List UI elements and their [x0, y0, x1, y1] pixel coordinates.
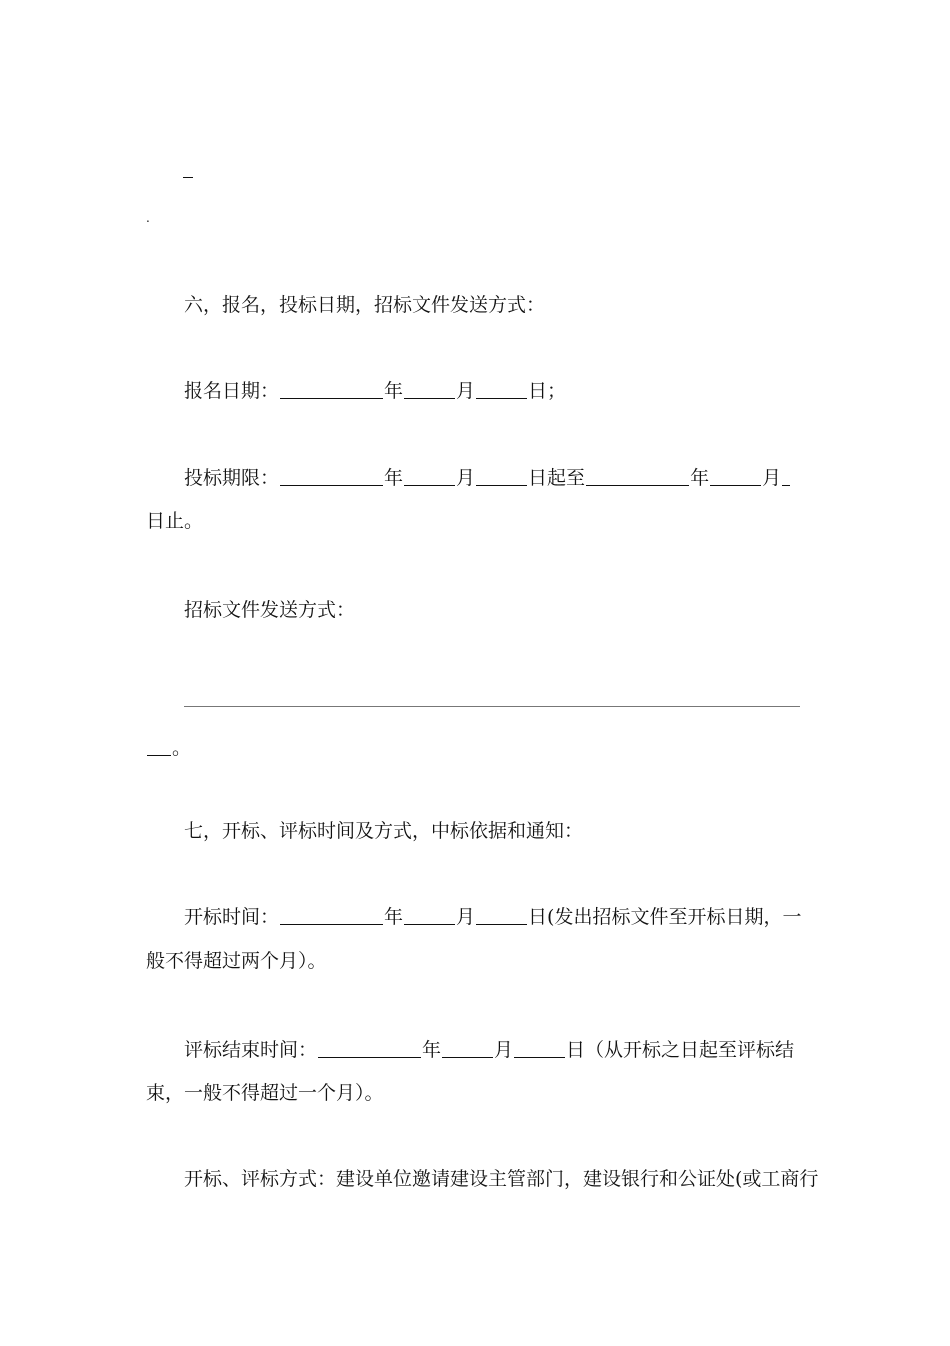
day-end-text: 日；: [528, 380, 567, 402]
opening-note-1: 日(发出招标文件至开标日期，一: [528, 906, 802, 928]
year-text: 年: [384, 380, 404, 402]
year-blank[interactable]: [280, 380, 383, 399]
month-text: 月: [456, 380, 476, 402]
send-method-label: 招标文件发送方式：: [184, 599, 356, 621]
evaluation-note-2: 束，一般不得超过一个月）。: [146, 1082, 384, 1104]
month-text: 月: [456, 906, 476, 928]
from-to-text: 日起至: [528, 467, 586, 489]
bid-end-day-blank[interactable]: [782, 467, 790, 486]
section-6-title: 六，报名，投标日期，招标文件发送方式：: [184, 294, 546, 316]
year-text: 年: [384, 906, 404, 928]
month-text: 月: [494, 1039, 514, 1061]
bid-start-month-blank[interactable]: [404, 467, 455, 486]
evaluation-note-1: 日（从开标之日起至评标结: [566, 1039, 795, 1061]
send-method-end-blank[interactable]: [147, 737, 171, 756]
opening-year-blank[interactable]: [280, 906, 383, 925]
opening-day-blank[interactable]: [476, 906, 527, 925]
evaluation-method-line: 开标、评标方式：建设单位邀请建设主管部门，建设银行和公证处(或工商行: [184, 1168, 819, 1190]
opening-label: 开标时间：: [184, 906, 280, 928]
bid-end-line: 日止。: [146, 510, 204, 532]
bid-period-line: [146, 465, 808, 491]
evaluation-month-blank[interactable]: [442, 1039, 493, 1058]
opening-note-2: 般不得超过两个月）。: [146, 950, 327, 972]
send-method-end-line: [146, 735, 808, 761]
bid-start-day-blank[interactable]: [476, 467, 527, 486]
stray-underscore: [183, 177, 193, 178]
signup-date-line: [146, 378, 808, 404]
stray-dot: .: [146, 211, 150, 225]
send-method-rule[interactable]: [184, 706, 800, 707]
year-text: 年: [422, 1039, 442, 1061]
day-blank[interactable]: [476, 380, 527, 399]
month-blank[interactable]: [404, 380, 455, 399]
bid-label: 投标期限：: [184, 467, 280, 489]
section-7-title: 七，开标、评标时间及方式，中标依据和通知：: [184, 820, 584, 842]
evaluation-end-line: [146, 1037, 808, 1063]
period-text: 。: [172, 737, 192, 759]
month-text: 月: [456, 467, 476, 489]
evaluation-year-blank[interactable]: [318, 1039, 421, 1058]
evaluation-label: 评标结束时间：: [184, 1039, 318, 1061]
bid-end-year-blank[interactable]: [586, 467, 689, 486]
signup-label: 报名日期：: [184, 380, 280, 402]
year-text: 年: [384, 467, 404, 489]
year-text: 年: [690, 467, 710, 489]
evaluation-day-blank[interactable]: [514, 1039, 565, 1058]
opening-time-line: [146, 904, 808, 930]
bid-start-year-blank[interactable]: [280, 467, 383, 486]
opening-month-blank[interactable]: [404, 906, 455, 925]
month-text: 月: [762, 467, 782, 489]
bid-end-month-blank[interactable]: [710, 467, 761, 486]
